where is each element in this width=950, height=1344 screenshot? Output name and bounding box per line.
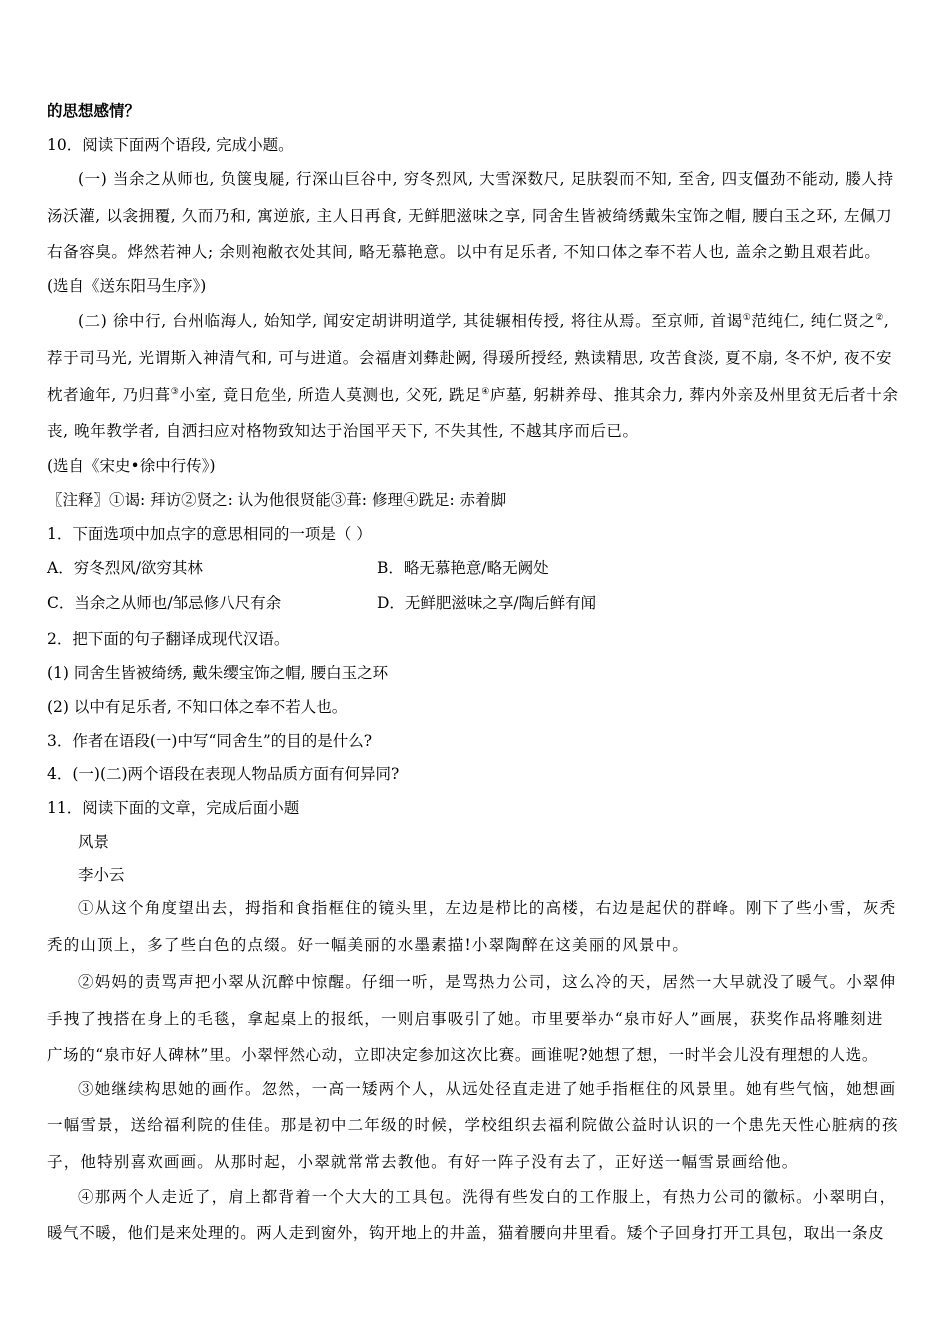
article-line: ②妈妈的责骂声把小翠从沉醉中惊醒。仔细一听，是骂热力公司，这么冷的天，居然一大早就没了暖气。小翠伸 xyxy=(78,973,897,991)
text-line: 的思想感情？ xyxy=(47,101,141,120)
article-line: 广场的“泉市好人碑林”里。小翠怦然心动，立即决定参加这次比赛。画谁呢?她想了想，一时半会儿没有理想的人选。 xyxy=(47,1046,878,1064)
option-b: B．略无慕艳意/略无阙处 xyxy=(377,559,549,577)
question-11-heading: 11．阅读下面的文章，完成后面小题 xyxy=(47,799,300,817)
passage-one-line: 汤沃灌, 以衾拥覆, 久而乃和, 寓逆旅, 主人日再食, 无鲜肥滋味之享, 同舍生皆被绮绣戴朱宝饰之帽, 腰白玉之环, 左佩刀 xyxy=(47,207,893,225)
article-line: 手拽了拽搭在身上的毛毯，拿起桌上的报纸，一则启事吸引了她。市里要举办“泉市好人”画展，获奖作品将雕刻进 xyxy=(47,1010,884,1028)
text-segment: (二) 徐中行, 台州临海人, 始知学, 闻安定胡讲明道学, 其徒辗相传授, 将往从焉。至京师, 首谒 xyxy=(78,312,743,330)
annotation-note: 〖注释〗①谒: 拜访②贤之: 认为他很贤能③葺: 修理④跣足: 赤着脚 xyxy=(47,491,507,509)
text-segment: 枕者逾年, 乃归葺 xyxy=(47,386,171,404)
question-1: 1．下面选项中加点字的意思相同的一项是（ ） xyxy=(47,525,372,543)
text-segment: 小室, 竟日危坐, 所造人莫测也, 父死, 跣足 xyxy=(179,386,482,404)
passage-two-line xyxy=(78,311,889,331)
passage-one-line: (一) 当余之从师也, 负箧曳屣, 行深山巨谷中, 穷冬烈风, 大雪深数尺, 足肤裂而不知, 至舍, 四支僵劲不能动, 媵人持 xyxy=(78,170,894,188)
question-2-item: (1) 同舍生皆被绮绣, 戴朱缨宝饰之帽, 腰白玉之环 xyxy=(47,664,389,682)
question-2-item: (2) 以中有足乐者, 不知口体之奉不若人也。 xyxy=(47,698,348,716)
source-note: (选自《送东阳马生序》) xyxy=(47,277,207,295)
option-a: A．穷冬烈风/欲穷其林 xyxy=(47,559,203,577)
article-line: ③她继续构思她的画作。忽然，一高一矮两个人，从远处径直走进了她手指框住的风景里。她有些气恼，她想画 xyxy=(78,1080,897,1098)
passage-two-line: 荐于司马光, 光谓斯入神清气和, 可与进道。会福唐刘彝赴阙, 得瑗所授经, 熟读精思, 攻苦食淡, 夏不扇, 冬不炉, 夜不安 xyxy=(47,349,893,367)
passage-one-line: 右备容臭。烨然若神人; 余则袍敝衣处其间, 略无慕艳意。以中有足乐者, 不知口体之奉不若人也, 盖余之勤且艰若此。 xyxy=(47,243,881,261)
source-note: (选自《宋史•徐中行传》) xyxy=(47,457,216,475)
article-line: 子，他特别喜欢画画。从那时起，小翠就常常去教他。有好一阵子没有去了，正好送一幅雪景画给他。 xyxy=(47,1153,799,1171)
article-line: ④那两个人走近了，肩上都背着一个大大的工具包。洗得有些发白的工作服上，有热力公司的徽标。小翠明白， xyxy=(78,1188,897,1206)
footnote-marker: ④ xyxy=(481,386,490,397)
article-title: 风景 xyxy=(78,833,110,851)
question-10-heading: 10．阅读下面两个语段, 完成小题。 xyxy=(47,136,294,154)
question-2: 2．把下面的句子翻译成现代汉语。 xyxy=(47,630,290,648)
option-c: C．当余之从师也/邹忌修八尺有余 xyxy=(47,594,282,612)
passage-two-line: 丧, 晚年教学者, 自洒扫应对格物致知达于治国平天下, 不失其性, 不越其序而后已。 xyxy=(47,422,639,440)
article-line: ①从这个角度望出去，拇指和食指框住的镜头里，左边是栉比的高楼，右边是起伏的群峰。刚下了些小雪，灰秃 xyxy=(78,899,897,917)
footnote-marker: ① xyxy=(742,312,752,323)
footnote-marker: ② xyxy=(875,312,884,323)
text-segment: , xyxy=(883,312,890,330)
text-segment: 庐墓, 躬耕养母、推其余力, 葬内外亲及州里贫无后者十余 xyxy=(489,386,899,404)
article-line: 一幅雪景，送给福利院的佳佳。那是初中二年级的时候，学校组织去福利院做公益时认识的一个患先天性心脏病的孩 xyxy=(47,1116,899,1134)
question-4: 4．(一)(二)两个语段在表现人物品质方面有何异同? xyxy=(47,765,400,783)
article-author: 李小云 xyxy=(78,866,125,884)
option-d: D．无鲜肥滋味之享/陶后鲜有闻 xyxy=(377,594,597,612)
footnote-marker: ③ xyxy=(170,386,180,397)
passage-two-line xyxy=(47,385,898,405)
text-segment: 范纯仁, 纯仁贤之 xyxy=(751,312,876,330)
article-line: 暖气不暖，他们是来处理的。两人走到窗外，钩开地上的井盖，猫着腰向井里看。矮个子回身打开工具包，取出一条皮 xyxy=(47,1224,885,1242)
article-line: 秃的山顶上，多了些白色的点缀。好一幅美丽的水墨素描!小翠陶醉在这美丽的风景中。 xyxy=(47,936,690,954)
question-3: 3．作者在语段(一)中写“同舍生”的目的是什么? xyxy=(47,732,373,750)
